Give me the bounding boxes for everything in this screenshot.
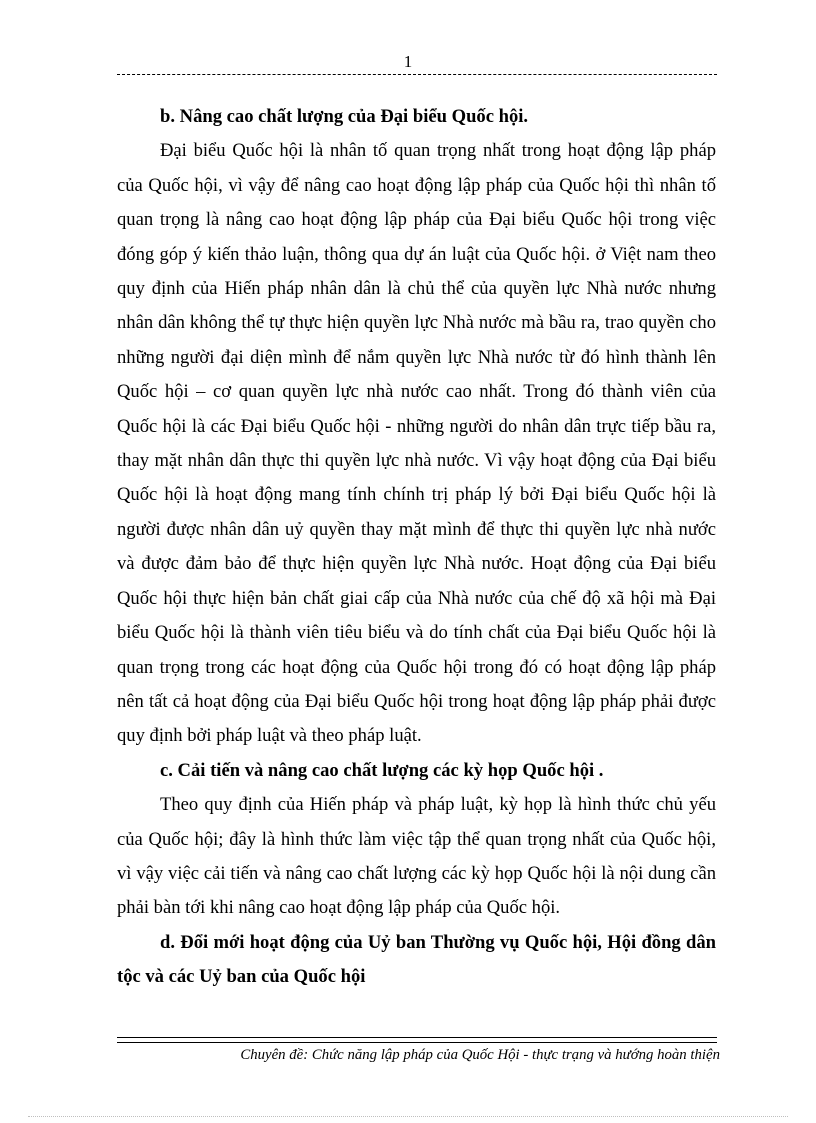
section-c-heading: c. Cải tiến và nâng cao chất lượng các kỳ họp Quốc hội . — [160, 759, 604, 781]
header-dashed-rule — [117, 74, 717, 75]
page-bottom-dotted-line — [28, 1116, 788, 1117]
section-b-paragraph: Đại biểu Quốc hội là nhân tố quan trọng nhất trong hoạt động lập pháp của Quốc hội, vì vậy để nâng cao hoạt động lập pháp của Quốc hội thì nhân tố quan trọng là nâng cao hoạt động lập pháp của Đại biểu Quốc hội trong việc đóng góp ý kiến thảo luận, thông qua dự án luật của Quốc hội. ở Việt nam theo quy định của Hiến pháp nhân dân là chủ thể của quyền lực Nhà nước nhưng nhân dân không thể tự thực hiện quyền lực Nhà nước mà bầu ra, trao quyền cho những người đại diện mình để nắm quyền lực Nhà nước từ đó hình thành lên Quốc hội – cơ quan quyền lực nhà nước cao nhất. Trong đó thành viên của Quốc hội là các Đại biểu Quốc hội - những người do nhân dân trực tiếp bầu ra, thay mặt nhân dân thực thi quyền lực nhà nước. Vì vậy hoạt động của Đại biểu Quốc hội là hoạt động mang tính chính trị pháp lý bởi Đại biểu Quốc hội là người được nhân dân uỷ quyền thay mặt mình để thực thi quyền lực nhà nước và được đảm bảo để thực hiện quyền lực Nhà nước. Hoạt động của Đại biểu Quốc hội thực hiện bản chất giai cấp của Nhà nước của chế độ xã hội mà Đại biểu Quốc hội là thành viên tiêu biểu và do tính chất của Đại biểu Quốc hội là quan trọng trong các hoạt động của Quốc hội trong đó có hoạt động lập pháp nên tất cả hoạt động của Đại biểu Quốc hội trong hoạt động lập pháp phải được quy định bởi pháp luật và theo pháp luật. — [117, 140, 716, 747]
section-c-paragraph: Theo quy định của Hiến pháp và pháp luật, kỳ họp là hình thức chủ yếu của Quốc hội; đây là hình thức làm việc tập thể quan trọng nhất của Quốc hội, vì vậy việc cải tiến và nâng cao chất lượng các kỳ họp Quốc hội là nội dung cần phải bàn tới khi nâng cao hoạt động lập pháp của Quốc hội. — [117, 794, 716, 919]
section-b-heading: b. Nâng cao chất lượng của Đại biểu Quốc hội. — [160, 106, 529, 127]
footer-caption: Chuyên đề: Chức năng lập pháp của Quốc Hội - thực trạng và hướng hoàn thiện — [240, 1047, 720, 1063]
page-number: 1 — [403, 52, 413, 71]
footer-double-rule — [117, 1037, 717, 1043]
document-body — [117, 100, 716, 995]
section-d-heading: d. Đổi mới hoạt động của Uỷ ban Thường vụ Quốc hội, Hội đồng dân tộc và các Uỷ ban của Quốc hội — [117, 931, 716, 988]
